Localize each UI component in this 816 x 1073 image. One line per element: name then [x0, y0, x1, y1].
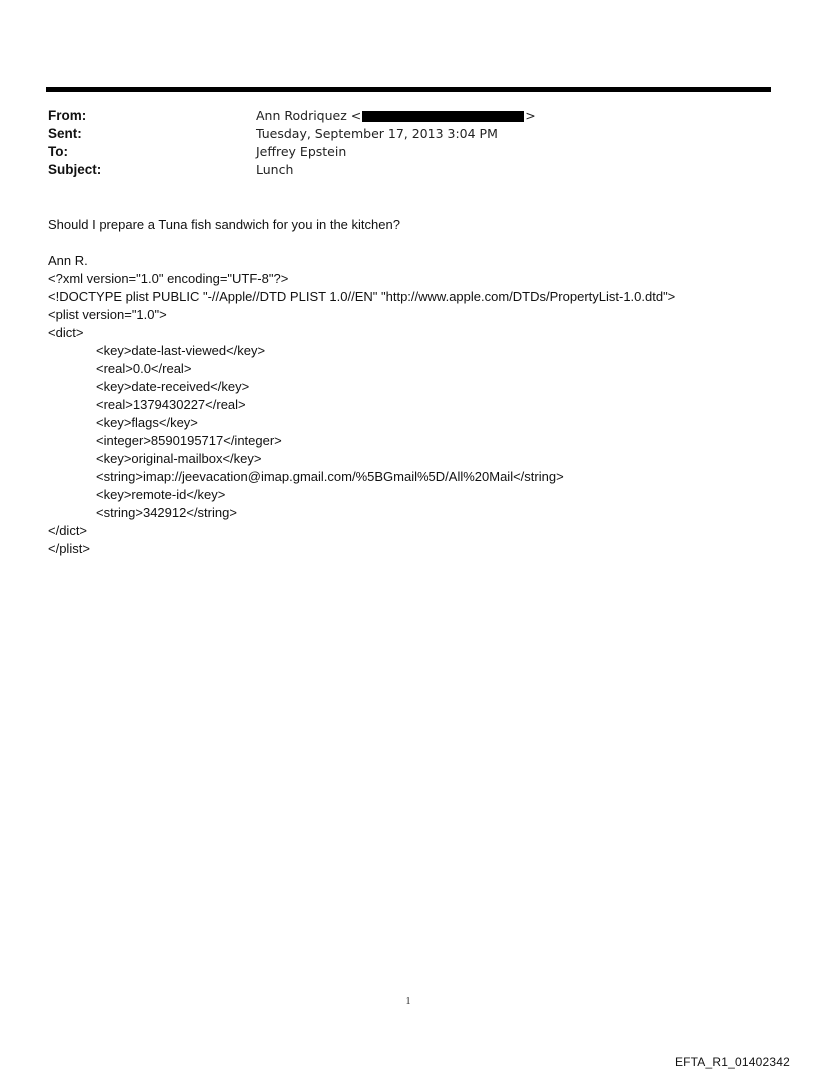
- email-header: [48, 107, 748, 179]
- message-text: Should I prepare a Tuna fish sandwich for you in the kitchen?: [48, 217, 400, 232]
- xml-line: <key>flags</key>: [96, 415, 198, 430]
- to-label: To:: [48, 144, 68, 159]
- xml-line: <dict>: [48, 325, 84, 340]
- sent-label: Sent:: [48, 126, 82, 141]
- from-label: From:: [48, 108, 87, 123]
- xml-line: </dict>: [48, 523, 88, 538]
- from-value: [256, 107, 536, 125]
- subject-value: Lunch: [256, 162, 294, 177]
- from-row: [48, 107, 748, 125]
- xml-line: <plist version="1.0">: [48, 307, 167, 322]
- xml-line: <key>date-received</key>: [96, 379, 250, 394]
- from-name: Ann Rodriquez <: [256, 108, 362, 123]
- sent-value: Tuesday, September 17, 2013 3:04 PM: [256, 126, 498, 141]
- xml-line: <integer>8590195717</integer>: [96, 433, 282, 448]
- xml-line: <!DOCTYPE plist PUBLIC "-//Apple//DTD PLIST 1.0//EN" "http://www.apple.com/DTDs/PropertyList-1.0.dtd">: [48, 289, 676, 304]
- subject-row: [48, 161, 748, 179]
- email-body: [48, 216, 788, 558]
- xml-line: <real>1379430227</real>: [96, 397, 246, 412]
- xml-line: <real>0.0</real>: [96, 361, 192, 376]
- sent-row: [48, 125, 748, 143]
- subject-label: Subject:: [48, 162, 102, 177]
- header-rule: [46, 87, 771, 92]
- xml-line: </plist>: [48, 541, 90, 556]
- xml-line: <key>date-last-viewed</key>: [96, 343, 266, 358]
- xml-line: <string>342912</string>: [96, 505, 237, 520]
- signature: Ann R.: [48, 253, 88, 268]
- to-row: [48, 143, 748, 161]
- to-value: Jeffrey Epstein: [256, 144, 347, 159]
- from-close: >: [525, 108, 536, 123]
- document-id: EFTA_R1_01402342: [674, 1055, 790, 1069]
- xml-line: <string>imap://jeevacation@imap.gmail.com/%5BGmail%5D/All%20Mail</string>: [96, 469, 564, 484]
- redaction-bar: [362, 111, 524, 122]
- page-number: 1: [405, 996, 411, 1007]
- xml-line: <key>original-mailbox</key>: [96, 451, 262, 466]
- xml-line: <?xml version="1.0" encoding="UTF-8"?>: [48, 271, 289, 286]
- xml-line: <key>remote-id</key>: [96, 487, 226, 502]
